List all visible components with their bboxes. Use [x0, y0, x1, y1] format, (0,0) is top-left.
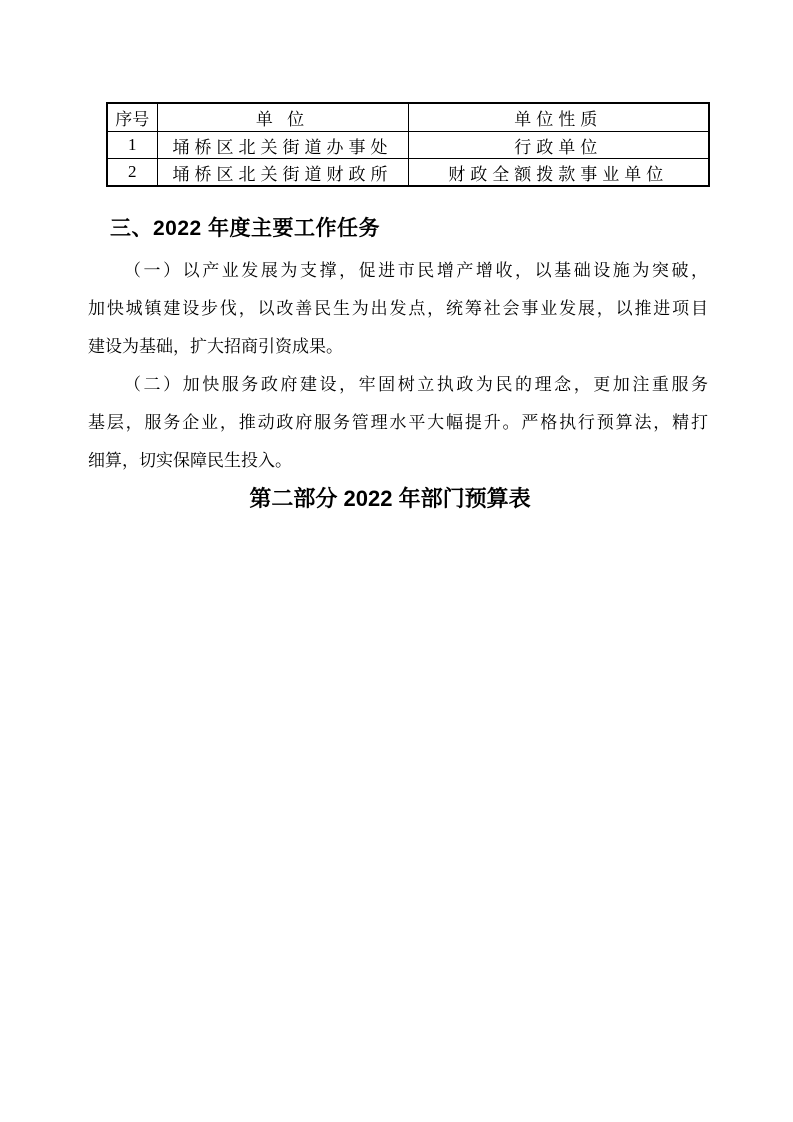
column-header-unit: 单 位	[157, 103, 408, 132]
cell-unit-name: 埇桥区北关街道办事处	[157, 132, 408, 159]
table-header-row	[107, 103, 709, 132]
column-header-index: 序号	[107, 103, 157, 132]
cell-row-number: 2	[107, 159, 157, 187]
cell-unit-name: 埇桥区北关街道财政所	[157, 159, 408, 187]
body-text	[88, 252, 708, 480]
paragraph-1-line-3: 建设为基础，扩大招商引资成果。	[88, 337, 343, 356]
paragraph-1-line-2: 加快城镇建设步伐，以改善民生为出发点，统筹社会事业发展，以推进项目	[88, 299, 708, 318]
paragraph-2-line-3: 细算，切实保障民生投入。	[88, 451, 292, 470]
column-header-unit-nature: 单位性质	[408, 103, 709, 132]
table-row	[107, 159, 709, 187]
table-row	[107, 132, 709, 159]
part-title: 第二部分 2022 年部门预算表	[249, 486, 531, 511]
cell-row-number: 1	[107, 132, 157, 159]
paragraph-1-line-1: （一）以产业发展为支撑，促进市民增产增收，以基础设施为突破，	[124, 261, 708, 280]
cell-unit-nature: 财政全额拨款事业单位	[408, 159, 709, 187]
unit-list-table	[106, 102, 710, 187]
section-heading: 三、2022 年度主要工作任务	[110, 217, 381, 240]
cell-unit-nature: 行政单位	[408, 132, 709, 159]
paragraph-2-line-2: 基层，服务企业，推动政府服务管理水平大幅提升。严格执行预算法，精打	[88, 413, 708, 432]
paragraph-2-line-1: （二）加快服务政府建设，牢固树立执政为民的理念，更加注重服务	[124, 375, 708, 394]
